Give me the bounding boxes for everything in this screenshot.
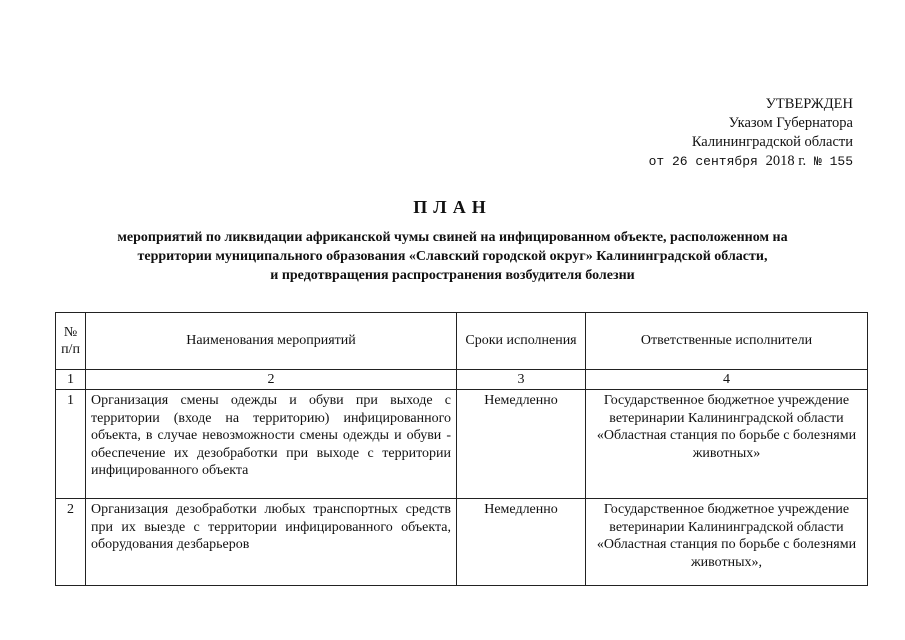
row-number: 1 <box>56 390 86 499</box>
approval-date-prefix: от 26 сентября <box>648 154 758 169</box>
row-measure: Организация дезобработки любых транспортных средств при их выезде с территории инфицированного объекта, оборудования дезбарьеров <box>86 499 457 586</box>
row-term: Немедленно <box>457 499 586 586</box>
document-title: ПЛАН <box>413 197 492 217</box>
subtitle-line-2: территории муниципального образования «Славский городской округ» Калининградской области, <box>137 249 768 264</box>
row-number: 2 <box>56 499 86 586</box>
subtitle-line-3: и предотвращения распространения возбудителя болезни <box>270 268 635 283</box>
table-row <box>56 499 868 586</box>
column-index: 1 <box>56 370 86 390</box>
approval-stamp <box>649 95 853 171</box>
header-num: № п/п <box>56 313 86 370</box>
approval-heading: УТВЕРЖДЕН <box>765 96 853 112</box>
header-term: Сроки исполнения <box>457 313 586 370</box>
column-index-row <box>56 370 868 390</box>
column-index: 3 <box>457 370 586 390</box>
table-header-row <box>56 313 868 370</box>
approval-date <box>649 152 853 171</box>
row-measure: Организация смены одежды и обуви при выходе с территории (входе на территорию) инфицированного объекта, в случае невозможности смены одежды и обуви - обеспечение их дезобработки при выходе с территории инфицированного объекта <box>86 390 457 499</box>
column-index: 4 <box>586 370 868 390</box>
approval-region: Калининградской области <box>691 134 853 150</box>
table-row <box>56 390 868 499</box>
approval-number: № 155 <box>813 154 853 169</box>
column-index: 2 <box>86 370 457 390</box>
measures-table <box>55 312 868 586</box>
row-responsible: Государственное бюджетное учреждение ветеринарии Калининградской области «Областная станция по борьбе с болезнями животных» <box>586 390 868 499</box>
header-name: Наименования мероприятий <box>86 313 457 370</box>
header-responsible: Ответственные исполнители <box>586 313 868 370</box>
document-subtitle <box>60 228 845 285</box>
row-responsible: Государственное бюджетное учреждение ветеринарии Калининградской области «Областная станция по борьбе с болезнями животных», <box>586 499 868 586</box>
approval-decree: Указом Губернатора <box>728 115 853 131</box>
subtitle-line-1: мероприятий по ликвидации африканской чумы свиней на инфицированном объекте, расположенном на <box>117 230 788 245</box>
approval-date-year: 2018 г. <box>765 153 807 169</box>
row-term: Немедленно <box>457 390 586 499</box>
